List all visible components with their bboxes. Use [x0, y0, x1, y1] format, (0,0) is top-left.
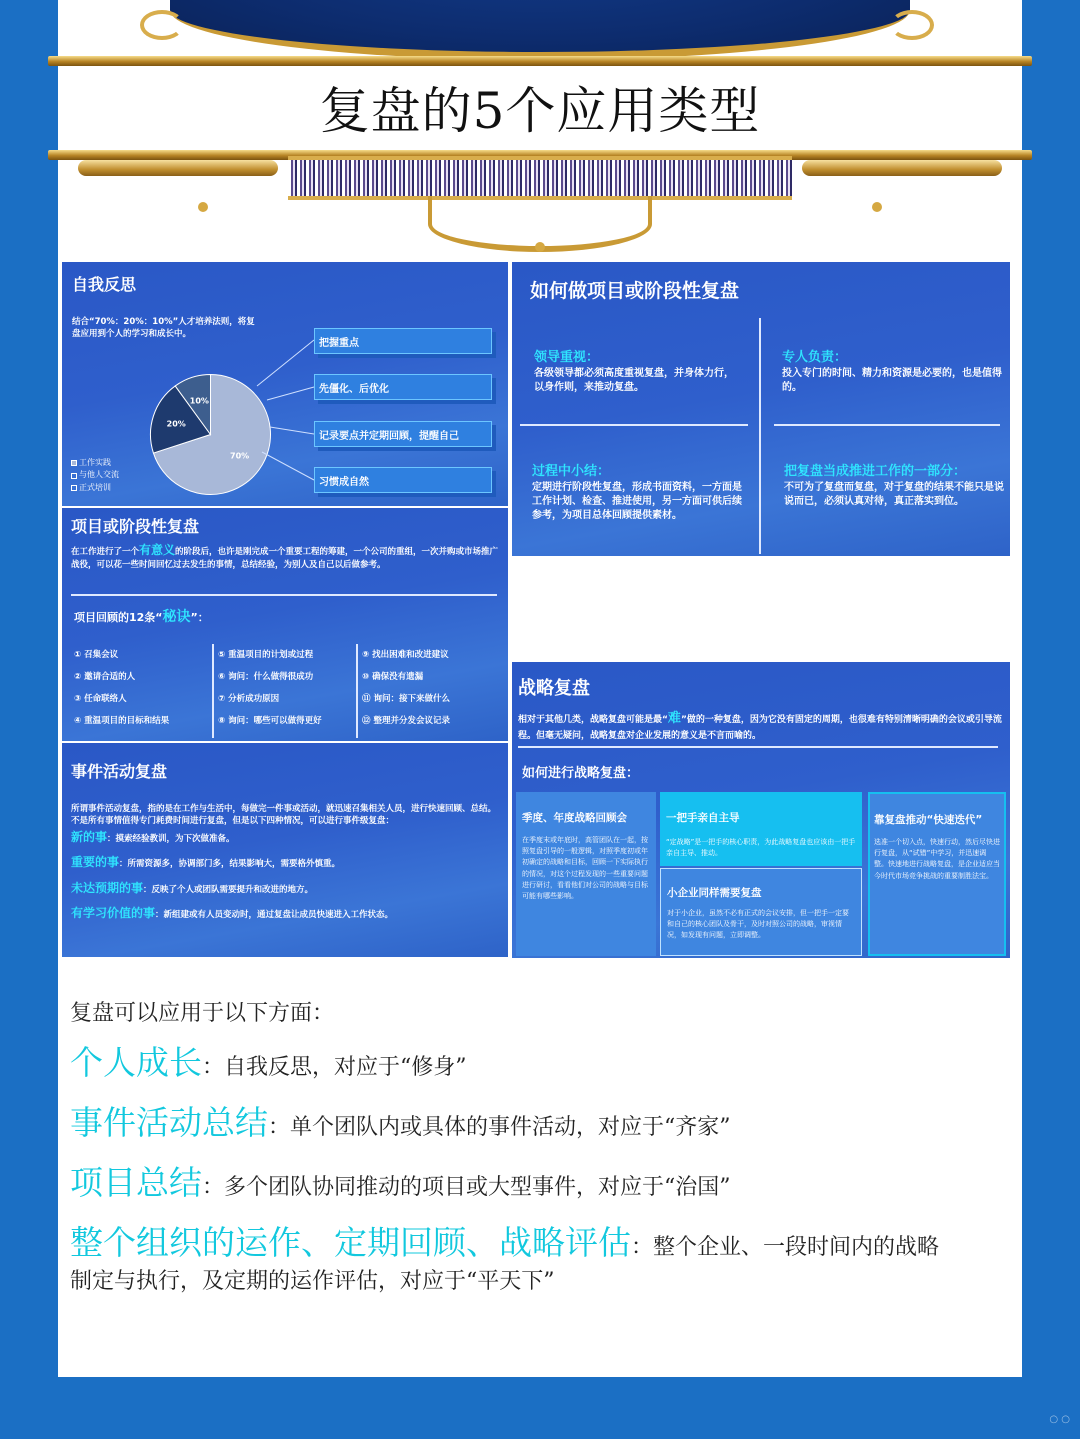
summary-line: 整个组织的运作、定期回顾、战略评估：整个企业、一段时间内的战略 — [70, 1222, 940, 1262]
summary-line: 事件活动总结：单个团队内或具体的事件活动，对应于“齐家” — [70, 1102, 731, 1142]
panel-heading: 项目或阶段性复盘 — [71, 517, 200, 536]
page-title: 复盘的5个应用类型 — [319, 82, 761, 140]
top-ornament — [0, 0, 1080, 70]
tag-habit: 习惯成自然 — [314, 467, 492, 493]
strategic-review-panel — [512, 662, 1010, 958]
divider — [71, 594, 497, 596]
gold-dot — [198, 202, 208, 212]
point-interim-summary: 过程中小结： 定期进行阶段性复盘，形成书面资料，一方面是工作计划、检查、推进使用，另一方面可供后续参考，为项目总体回顾提供素材。 — [532, 464, 742, 521]
list-item: ③ 任命联络人 — [74, 694, 127, 704]
legend-item: 与他人交流 — [71, 469, 119, 481]
secret-heading: 项目回顾的12条“秘诀”： — [74, 609, 209, 625]
title-bar — [58, 66, 1022, 148]
swirl-ornament-icon — [140, 10, 184, 40]
divider — [774, 424, 1000, 426]
watermark: ○ ○ — [1049, 1414, 1070, 1425]
list-item: ⑫ 整理并分发会议记录 — [362, 716, 450, 726]
event-item: 未达预期的事：反映了个人或团队需要提升和改进的地方。 — [71, 880, 314, 895]
panel-intro: 在工作进行了一个有意义的阶段后，也许是刚完成一个重要工程的筹建，一个公司的重组，一次并购或市场推广战役，可以花一些时间回忆过去发生的事情，总结经验，为别人及自己以后做参考。 — [71, 543, 499, 571]
list-item: ④ 重温项目的目标和结果 — [74, 716, 170, 726]
panel-heading: 战略复盘 — [518, 678, 590, 699]
pillar-ornament — [288, 156, 792, 200]
tag-focus: 把握重点 — [314, 328, 492, 354]
panel-intro: 所谓事件活动复盘，指的是在工作与生活中，每做完一件事或活动，就迅速召集相关人员，进行快速回顾、总结。不是所有事情值得专门耗费时间进行复盘，但是以下四种情况，可以进行事件级复盘： — [71, 804, 497, 827]
list-item: ② 邀请合适的人 — [74, 672, 136, 682]
point-part-of-work: 把复盘当成推进工作的一部分： 不可为了复盘而复盘，对于复盘的结果不能只是说说而已，必须认真对待，真正落实到位。 — [784, 464, 1004, 507]
panel-intro: 结合“70%：20%：10%”人才培养法则，将复盘应用到个人的学习和成长中。 — [72, 317, 255, 340]
card-leader-led: 一把手亲自主导 “定战略”是一把手的核心职责，为此战略复盘也应该由一把手亲自主导、推动。 — [660, 792, 862, 866]
panel-heading: 自我反思 — [72, 275, 137, 294]
how-to-review-panel — [512, 262, 1010, 556]
gold-scroll-ornament — [802, 160, 1002, 176]
tag-rigid-then-optimize: 先僵化、后优化 — [314, 374, 492, 400]
card-rapid-iteration: 靠复盘推动“快速迭代” 选准一个切入点，快速行动，然后尽快进行复盘，从“试错”中学习，并迅速调整。快速地进行战略复盘，是企业适应当今时代市场竞争挑战的重要制胜法宝。 — [868, 792, 1006, 956]
event-body — [71, 803, 501, 922]
pie-legend — [71, 457, 119, 494]
gold-band — [48, 56, 1032, 66]
summary-line-continued: 制定与执行，及定期的运作评估，对应于“平天下” — [70, 1269, 555, 1295]
legend-item: 正式培训 — [71, 482, 119, 494]
point-leader-attention: 领导重视： 各级领导都必须高度重视复盘，并身体力行，以身作则，来推动复盘。 — [534, 350, 734, 393]
summary-section — [70, 996, 1018, 1298]
gold-dot — [535, 242, 545, 252]
point-dedicated-owner: 专人负责： 投入专门的时间、精力和资源是必要的，也是值得的。 — [782, 350, 1002, 393]
header-ornament — [48, 150, 1032, 255]
vertical-divider — [759, 318, 761, 554]
list-item: ⑦ 分析成功原因 — [218, 694, 280, 704]
list-item: ⑨ 找出困难和改进建议 — [362, 650, 449, 660]
divider — [520, 424, 748, 426]
pie-label: 20% — [166, 419, 186, 429]
event-item: 新的事：摸索经验教训，为下次做准备。 — [71, 829, 235, 844]
secret-column — [356, 644, 500, 738]
list-item: ⑪ 询问：接下来做什么 — [362, 694, 450, 704]
list-item: ⑩ 确保没有遗漏 — [362, 672, 424, 682]
gold-scroll-ornament — [78, 160, 278, 176]
event-item: 有学习价值的事：新组建或有人员变动时，通过复盘让成员快速进入工作状态。 — [71, 906, 394, 921]
card-quarterly-review: 季度、年度战略回顾会 在季度末或年底时，高管团队在一起，按照复盘引导的一般逻辑，对照季度初或年初确定的战略和目标，回顾一下实际执行的情况，对这个过程发现的一些重要问题进行研讨，看看他们对公司的战略与目标可能有哪些影响。 — [516, 792, 656, 956]
secret-grid — [70, 644, 500, 738]
event-review-panel — [62, 743, 508, 957]
gold-dot — [872, 202, 882, 212]
list-item: ① 召集会议 — [74, 650, 119, 660]
summary-line: 项目总结：多个团队协同推动的项目或大型事件，对应于“治国” — [70, 1162, 731, 1202]
list-item: ⑧ 询问：哪些可以做得更好 — [218, 716, 322, 726]
legend-item: 工作实践 — [71, 457, 119, 469]
divider — [518, 746, 998, 748]
summary-lead: 复盘可以应用于以下方面： — [70, 1001, 335, 1026]
pie-label: 70% — [230, 451, 250, 461]
list-item: ⑥ 询问：什么做得很成功 — [218, 672, 314, 682]
self-reflection-panel — [62, 262, 508, 506]
pie-label: 10% — [189, 396, 209, 406]
panel-intro: 相对于其他几类，战略复盘可能是最“难”做的一种复盘，因为它没有固定的周期，也很难有特别清晰明确的会议或引导流程。但毫无疑问，战略复盘对企业发展的意义是不言而喻的。 — [518, 711, 1002, 742]
ornament-arch — [170, 0, 910, 60]
secret-column — [212, 644, 356, 738]
card-small-business: 小企业同样需要复盘 对于小企业，虽然不必有正式的会议安排，但一把手一定要和自己的核心团队及骨干，及时对照公司的战略，审视情况，如发现有问题，立即调整。 — [660, 868, 862, 956]
sub-heading: 如何进行战略复盘： — [522, 766, 640, 781]
list-item: ⑤ 重温项目的计划或过程 — [218, 650, 314, 660]
panel-heading: 事件活动复盘 — [71, 762, 168, 781]
tag-record-review: 记录要点并定期回顾，提醒自己 — [314, 421, 492, 447]
panel-heading: 如何做项目或阶段性复盘 — [530, 280, 740, 302]
event-item: 重要的事：所需资源多，协调部门多，结果影响大，需要格外慎重。 — [71, 855, 341, 870]
project-review-panel — [62, 508, 508, 741]
swirl-ornament-icon — [890, 10, 934, 40]
summary-line: 个人成长：自我反思，对应于“修身” — [70, 1043, 467, 1082]
secret-column — [70, 644, 212, 738]
